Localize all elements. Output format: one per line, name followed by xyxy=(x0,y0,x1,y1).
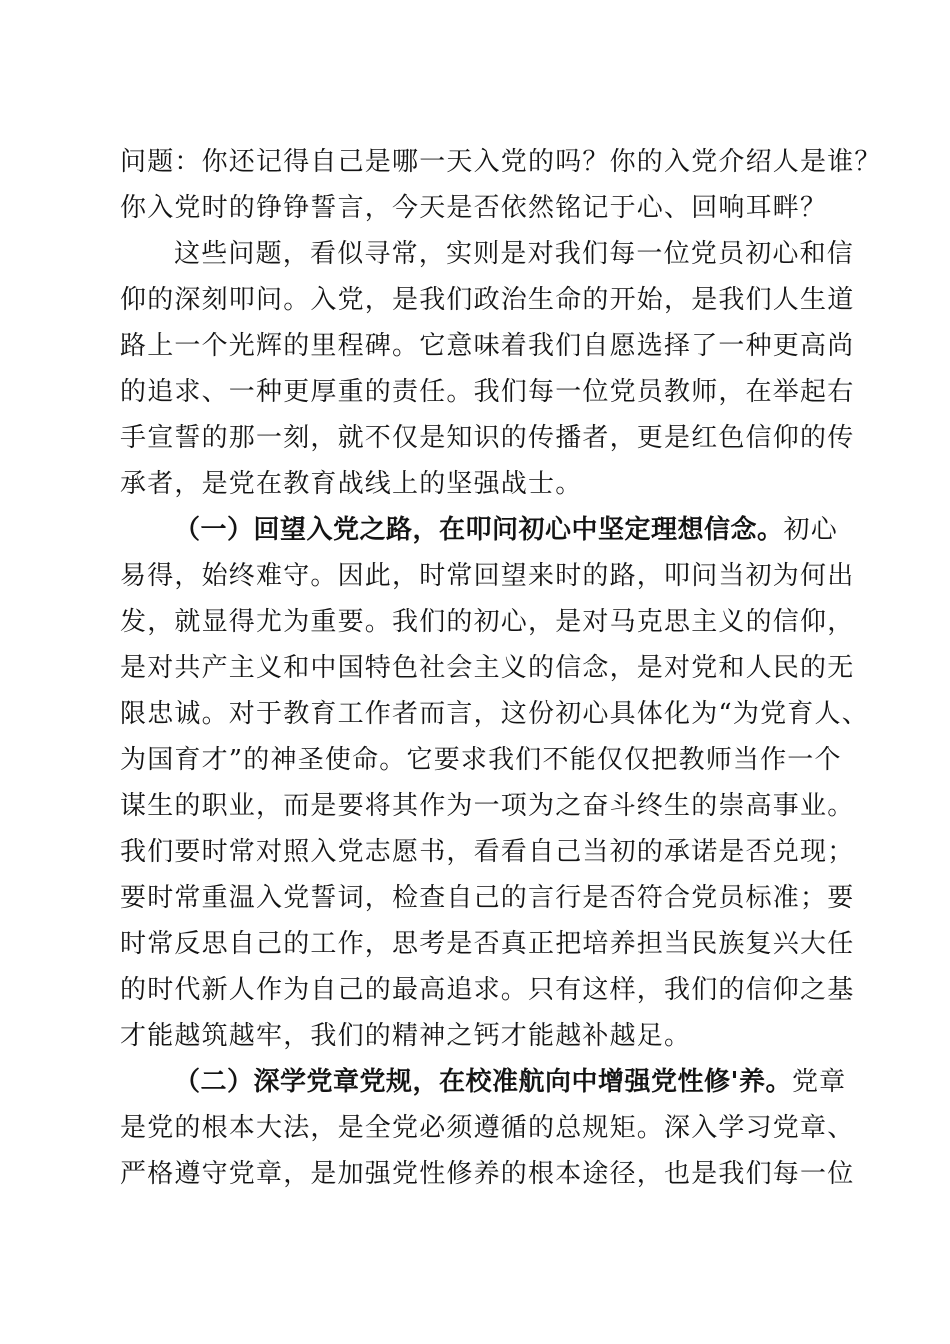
section-heading-2 xyxy=(174,1062,846,1102)
section-heading-continuation: 党章 xyxy=(791,1067,847,1097)
text-line: 限忠诚。对于教育工作者而言，这份初心具体化为“为党育人、 xyxy=(120,699,869,729)
text-line: 要时常重温入党誓词，检查自己的言行是否符合党员标准；要 xyxy=(120,883,855,913)
section-heading-text: （二）深学党章党规，在校准航向中增强党性修'养。 xyxy=(174,1067,792,1097)
text-line: 发，就显得尤为重要。我们的初心，是对马克思主义的信仰， xyxy=(120,607,855,637)
section-heading-1 xyxy=(174,510,838,550)
text-line: 才能越筑越牢，我们的精神之钙才能越补越足。 xyxy=(120,1021,692,1051)
text-line: 路上一个光辉的里程碑。它意味着我们自愿选择了一种更高尚 xyxy=(120,331,855,361)
text-line: 仰的深刻叩问。入党，是我们政治生命的开始，是我们人生道 xyxy=(120,285,855,315)
text-line: 易得，始终难守。因此，时常回望来时的路，叩问当初为何出 xyxy=(120,561,855,591)
paragraph-first-line: 这些问题，看似寻常，实则是对我们每一位党员初心和信 xyxy=(174,239,855,269)
text-line: 手宣誓的那一刻，就不仅是知识的传播者，更是红色信仰的传 xyxy=(120,423,855,453)
section-heading-text: （一）回望入党之路，在叩问初心中坚定理想信念。 xyxy=(174,515,784,545)
section-heading-continuation: 初心 xyxy=(783,515,838,545)
text-line: 承者，是党在教育战线上的坚强战士。 xyxy=(120,469,583,499)
text-line: 问题：你还记得自己是哪一天入党的吗？你的入党介绍人是谁？ xyxy=(120,147,882,177)
text-line: 的追求、一种更厚重的责任。我们每一位党员教师，在举起右 xyxy=(120,377,855,407)
text-line: 是党的根本大法，是全党必须遵循的总规矩。深入学习党章、 xyxy=(120,1113,855,1143)
text-line: 你入党时的铮铮誓言，今天是否依然铭记于心、回响耳畔？ xyxy=(120,193,828,223)
text-line: 我们要时常对照入党志愿书，看看自己当初的承诺是否兑现； xyxy=(120,837,855,867)
text-line: 谋生的职业，而是要将其作为一项为之奋斗终生的崇高事业。 xyxy=(120,791,855,821)
text-line: 的时代新人作为自己的最高追求。只有这样，我们的信仰之基 xyxy=(120,975,855,1005)
text-line: 为国育才”的神圣使命。它要求我们不能仅仅把教师当作一个 xyxy=(120,745,842,775)
text-line: 是对共产主义和中国特色社会主义的信念，是对党和人民的无 xyxy=(120,653,855,683)
text-line: 严格遵守党章，是加强党性修养的根本途径，也是我们每一位 xyxy=(120,1159,855,1189)
text-line: 时常反思自己的工作，思考是否真正把培养担当民族复兴大任 xyxy=(120,929,855,959)
